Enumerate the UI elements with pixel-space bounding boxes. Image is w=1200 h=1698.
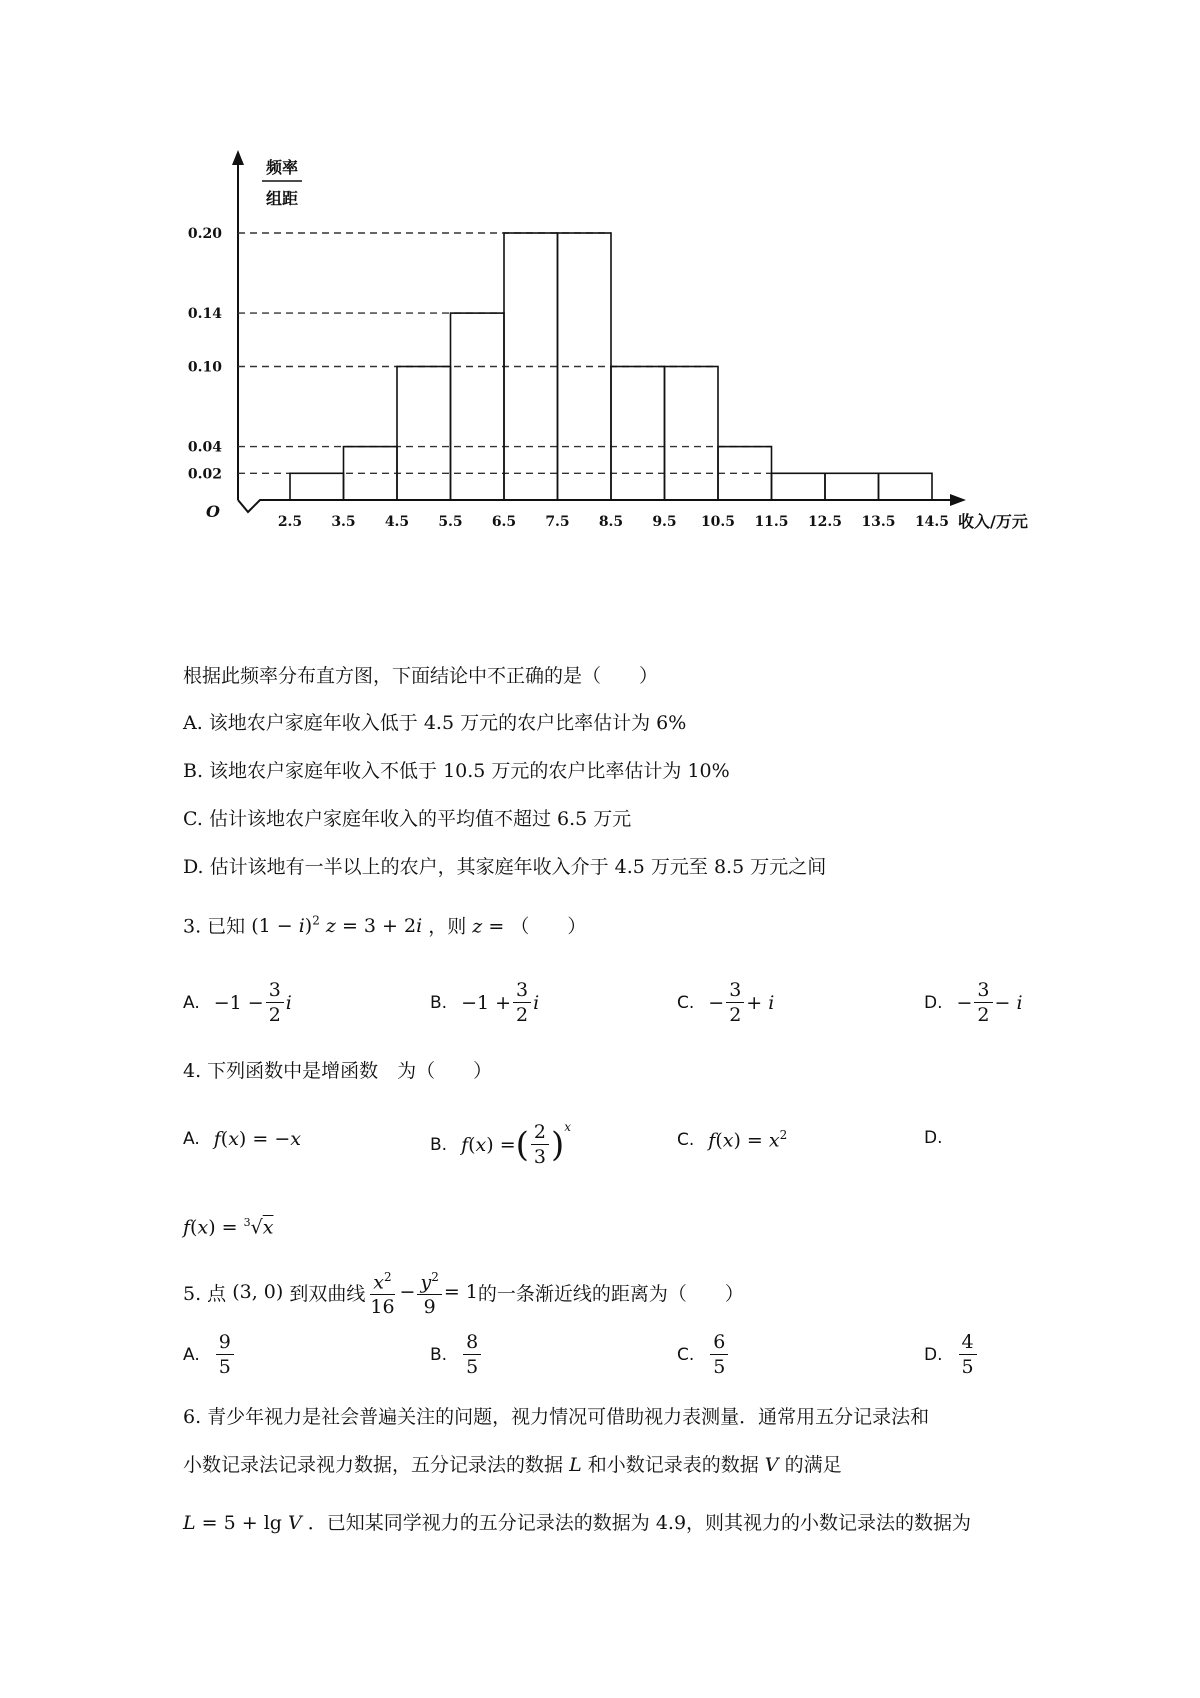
histogram-bar	[772, 473, 826, 500]
y-tick-label: 0.02	[187, 466, 222, 483]
q4-option-c: C. $f(x) = x^2$	[677, 1128, 788, 1152]
x-tick-label: 3.5	[331, 514, 356, 530]
histogram-bar	[665, 367, 719, 501]
q2-option-d: D. 估计该地有一半以上的农户，其家庭年收入介于 4.5 万元至 8.5 万元之间	[183, 856, 827, 878]
q4-option-b: B. f(x) = ( $\frac{2}{3}$ ) $^x$	[430, 1120, 572, 1168]
q3-equation: $(1 - i)^2$ z = 3 + 2i	[251, 914, 423, 938]
histogram-bar	[558, 233, 612, 500]
y-tick-label: 0.10	[187, 359, 222, 376]
q5-option-d: D. $\frac{4}{5}$	[924, 1330, 979, 1379]
histogram-bar	[397, 367, 451, 501]
frequency-histogram	[0, 0, 1200, 600]
x-axis-label: 收入/万元	[958, 512, 1028, 531]
y-tick-label: 0.04	[187, 439, 222, 456]
y-tick-label: 0.20	[187, 226, 222, 242]
q5-prefix: 5. 点	[183, 1282, 227, 1305]
q3-option-c: C. − $\frac{3}{2}$ + i	[677, 979, 775, 1026]
q5-stem: 5. 点 (3, 0) 到双曲线 $\frac{x^2}{16}$ − $\frac{y^2}{9}$ = 1 的一条渐近线的距离为（ ）	[183, 1265, 744, 1319]
q3-suffix: （ ）	[510, 915, 587, 938]
q3-prefix: 3. 已知	[183, 915, 246, 938]
q3-option-b: B. −1 + $\frac{3}{2}$ i	[430, 979, 540, 1026]
histogram-bar	[879, 473, 933, 500]
q5-option-b: B. $\frac{8}{5}$	[430, 1330, 483, 1379]
q6-line-3: L = 5 + lg V ．已知某同学视力的五分记录法的数据为 4.9，则其视力的小数记录法的数据为	[183, 1512, 972, 1534]
x-axis	[238, 500, 955, 512]
q6-line-1: 6. 青少年视力是社会普遍关注的问题，视力情况可借助视力表测量．通常用五分记录法和	[183, 1406, 930, 1428]
q3-stem: 3. 已知 $(1 - i)^2$ z = 3 + 2i ，则 z = （ ）	[183, 914, 587, 938]
histogram-bar	[451, 313, 505, 500]
q4-option-d-formula: f(x) = $^3$√x	[183, 1216, 274, 1239]
x-tick-label: 14.5	[914, 514, 950, 530]
q2-stem: 根据此频率分布直方图，下面结论中不正确的是（ ）	[183, 665, 659, 687]
x-tick-label: 8.5	[598, 514, 624, 530]
y-axis-label-top: 频率	[265, 158, 299, 177]
x-axis-arrow	[950, 494, 966, 506]
y-axis-label-bottom: 组距	[265, 189, 299, 208]
q2-option-a: A. 该地农户家庭年收入低于 4.5 万元的农户比率估计为 6%	[183, 712, 687, 734]
q4-option-d: D.	[924, 1128, 943, 1148]
x-tick-label: 5.5	[438, 514, 463, 530]
x-tick-label: 11.5	[754, 514, 789, 530]
histogram-bar	[344, 447, 398, 500]
histogram-bar	[504, 233, 558, 500]
origin-label: O	[206, 502, 220, 521]
x-tick-label: 9.5	[652, 514, 677, 530]
histogram-bar	[611, 367, 665, 501]
q2-option-c: C. 估计该地农户家庭年收入的平均值不超过 6.5 万元	[183, 808, 632, 830]
histogram-bar	[825, 473, 879, 500]
x-tick-label: 10.5	[700, 514, 736, 530]
y-axis-arrow	[232, 150, 244, 165]
q5-option-c: C. $\frac{6}{5}$	[677, 1330, 730, 1379]
q5-suffix: 的一条渐近线的距离为（ ）	[477, 1282, 744, 1305]
x-tick-label: 12.5	[807, 514, 843, 530]
q3-mid: ，则	[428, 915, 467, 938]
y-tick-label: 0.14	[187, 306, 222, 323]
histogram-bar	[290, 473, 344, 500]
x-tick-label: 4.5	[384, 514, 410, 530]
q3-option-a: A. −1 − $\frac{3}{2}$ i	[183, 979, 292, 1026]
x-tick-label: 7.5	[545, 514, 570, 530]
q4-stem: 4. 下列函数中是增函数 为（ ）	[183, 1060, 493, 1082]
x-tick-label: 13.5	[861, 514, 896, 530]
q5-option-a: A. $\frac{9}{5}$	[183, 1330, 236, 1379]
q3-option-d: D. − $\frac{3}{2}$ − i	[924, 979, 1023, 1026]
histogram-bar	[718, 447, 772, 500]
q2-option-b: B. 该地农户家庭年收入不低于 10.5 万元的农户比率估计为 10%	[183, 760, 730, 782]
q4-option-a: A. f(x) = −x	[183, 1128, 301, 1150]
x-tick-label: 6.5	[491, 514, 517, 530]
q6-line-2: 小数记录法记录视力数据，五分记录法的数据 L 和小数记录表的数据 V 的满足	[183, 1454, 842, 1476]
x-tick-label: 2.5	[277, 514, 303, 530]
q3-z: z	[472, 915, 483, 938]
q5-mid: 到双曲线	[289, 1282, 366, 1305]
